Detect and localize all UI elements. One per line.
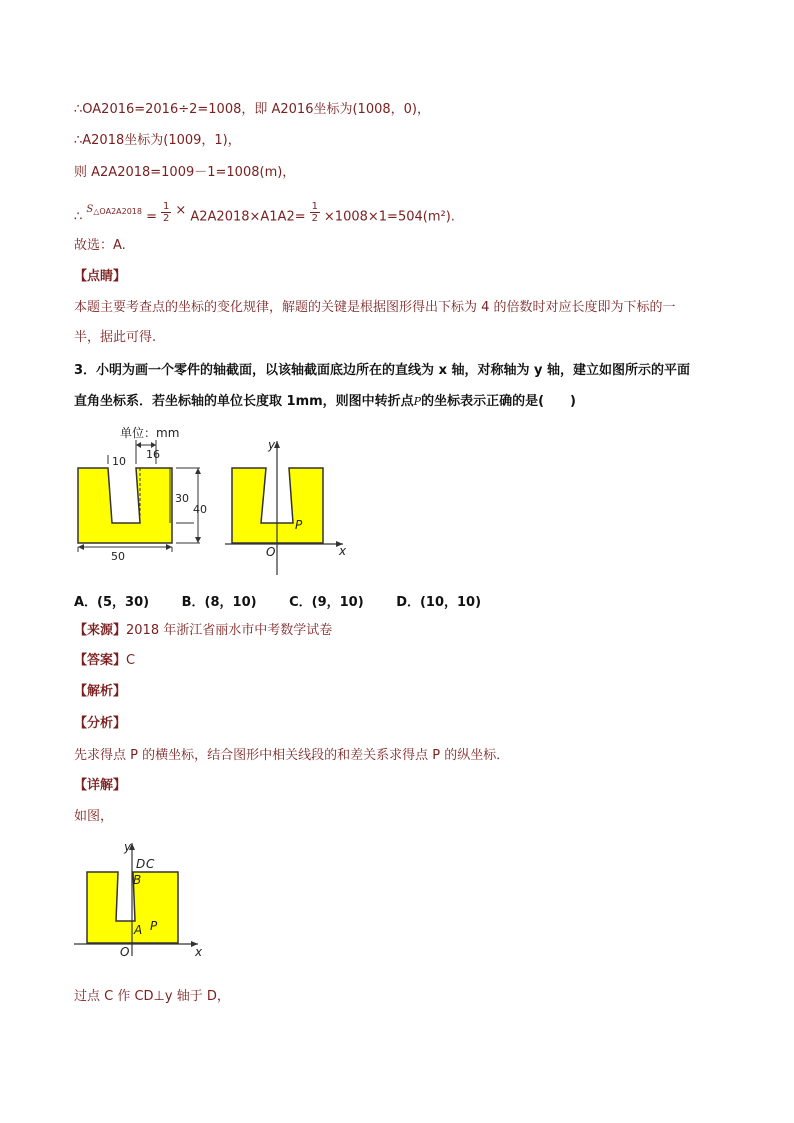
dim-50: 50 <box>111 550 125 563</box>
solution-line-4 <box>74 201 455 228</box>
origin-label-detail: O <box>120 945 130 959</box>
fenxi-label: 【分析】 <box>74 716 127 731</box>
point-a-label: A <box>134 923 143 937</box>
answer-options <box>74 591 509 610</box>
part-dimension-figure <box>70 420 220 570</box>
dim-30: 30 <box>175 492 189 505</box>
dim-40: 40 <box>193 503 207 516</box>
area-result: ×1008×1=504(m²). <box>323 209 455 225</box>
xiangjie-text: 如图， <box>74 809 114 824</box>
fenxi-text: 先求得点 P 的横坐标，结合图形中相关线段的和差关系求得点 P 的纵坐标． <box>74 748 510 763</box>
origin-label: O <box>266 545 276 559</box>
solution-line-3: 则 A2A2018=1009－1=1008(m)， <box>74 165 296 180</box>
option-b: B．(8，10) <box>181 595 257 610</box>
segment-product: A2A2018×A1A2= <box>190 209 306 225</box>
coordinate-figure <box>225 435 355 580</box>
solution-line-2: ∴A2018坐标为(1009，1)， <box>74 133 241 148</box>
final-line: 过点 C 作 CD⊥y 轴于 D， <box>74 989 230 1004</box>
dim-16: 16 <box>146 448 160 461</box>
equals: = <box>146 209 158 225</box>
dianjing-text-2: 半，据此可得. <box>74 330 157 345</box>
dianjing-text-1: 本题主要考查点的坐标的变化规律，解题的关键是根据图形得出下标为 4 的倍数时对应长度即为下标的一 <box>74 300 676 315</box>
labeled-detail-figure <box>70 838 210 963</box>
option-a: A．(5，30) <box>74 595 150 610</box>
half-fraction: $\frac{1}{2}$ <box>162 201 170 224</box>
area-subscript: △OA2A2018 <box>93 206 142 216</box>
point-b-label: B <box>133 873 142 887</box>
dianjing-label: 【点睛】 <box>74 269 127 284</box>
xiangjie-label: 【详解】 <box>74 778 127 793</box>
unit-label: 单位：mm <box>120 426 180 440</box>
point-d-label: D <box>136 857 146 871</box>
therefore-symbol: ∴ <box>74 209 83 225</box>
part-shape <box>78 468 172 543</box>
jiexi-label: 【解析】 <box>74 684 127 699</box>
x-axis-label: x <box>339 544 347 558</box>
answer-line: 【答案】C <box>74 653 136 668</box>
point-p-label-detail: P <box>150 919 158 933</box>
question-line-1: 3．小明为画一个零件的轴截面，以该轴截面底边所在的直线为 x 轴，对称轴为 y 轴，建立如图所示的平面 <box>74 363 691 378</box>
source-line: 【来源】2018 年浙江省丽水市中考数学试卷 <box>74 623 333 638</box>
point-p-label: P <box>295 518 303 532</box>
half-fraction-2: $\frac{1}{2}$ <box>311 201 318 224</box>
solution-line-5: 故选：A. <box>74 238 126 253</box>
x-label-detail: x <box>195 945 203 959</box>
y-axis-label: y <box>268 438 276 452</box>
times: × <box>175 202 187 218</box>
dim-10: 10 <box>112 455 126 468</box>
solution-line-1: ∴OA2016=2016÷2=1008，即 A2016坐标为(1008，0)， <box>74 102 430 117</box>
option-c: C．(9，10) <box>289 595 364 610</box>
question-line-2: 直角坐标系．若坐标轴的单位长度取 1mm，则图中转折点P的坐标表示正确的是( ) <box>74 394 576 409</box>
point-c-label: C <box>146 857 155 871</box>
y-label-detail: y <box>124 840 132 854</box>
option-d: D．(10，10) <box>396 595 482 610</box>
area-symbol: S <box>86 203 94 215</box>
